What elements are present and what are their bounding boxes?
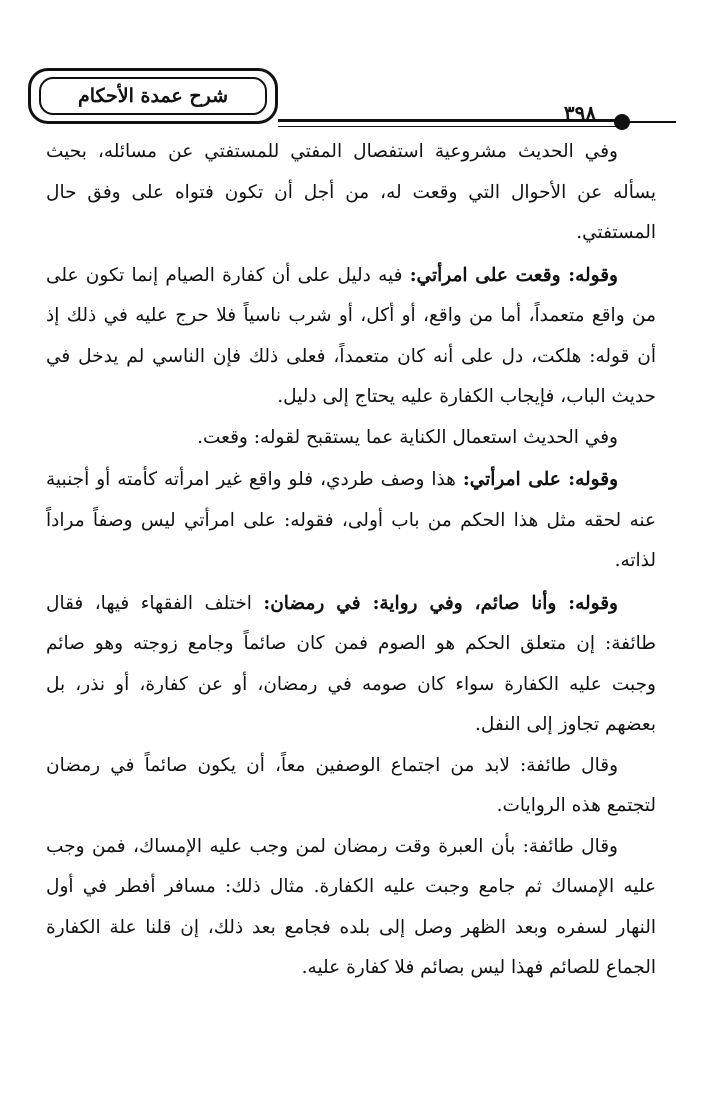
header-rule-thin bbox=[278, 126, 620, 127]
paragraph-3: وفي الحديث استعمال الكناية عما يستقبح لقوله: وقعت. bbox=[197, 426, 618, 448]
paragraph-6: وقال طائفة: لابد من اجتماع الوصفين معاً، أن يكون صائماً في رمضان لتجتمع هذه الروايات. bbox=[46, 754, 656, 816]
header-ornament-line bbox=[628, 121, 676, 123]
paragraph-4: وقوله: على امرأتي: هذا وصف طردي، فلو واقع غير امرأته كأمته أو أجنبية عنه لحقه مثل هذا الحكم من باب أولى، فقوله: على امرأتي ليس وصفاً مراداً لذاته. bbox=[46, 469, 656, 571]
running-header-title: شرح عمدة الأحكام bbox=[39, 77, 267, 115]
paragraph-5: وقوله: وأنا صائم، وفي رواية: في رمضان: اختلف الفقهاء فيها، فقال طائفة: إن متعلق الحكم هو الصوم فمن كان صائماً وجامع زوجته وهو صائم وجبت عليه الكفارة سواء كان صومه في رمضان، أو عن كفارة، أو نذر، بل بعضهم تجاوز إلى النفل. bbox=[46, 592, 656, 735]
paragraph-1: وفي الحديث مشروعية استفصال المفتي للمستفتي عن مسائله، بحيث يسأله عن الأحوال التي وقعت له، من أجل أن تكون فتواه على وفق حال المستفتي. bbox=[46, 141, 656, 243]
paragraph-2: وقوله: وقعت على امرأتي: فيه دليل على أن كفارة الصيام إنما تكون على من واقع متعمداً، أما من واقع، أو أكل، أو شرب ناسياً فلا حرج عليه في ذلك إذ أن قوله: هلكت، دل على أنه كان متعمداً، فعلى ذلك فإن الناسي لم يدخل في حديث الباب، فإيجاب الكفارة عليه يحتاج إلى دليل. bbox=[46, 264, 656, 407]
body-text bbox=[46, 132, 656, 989]
running-header-frame bbox=[28, 68, 278, 124]
page-number: ٣٩٨ bbox=[563, 101, 597, 125]
paragraph-7: وقال طائفة: بأن العبرة وقت رمضان لمن وجب عليه الإمساك، فمن وجب عليه الإمساك ثم جامع وجبت عليه الكفارة. مثال ذلك: مسافر أفطر في أول النهار لسفره وبعد الظهر وصل إلى بلده فجامع بعد ذلك، إن قلنا علة الكفارة الجماع للصائم فهذا ليس بصائم فلا كفارة عليه. bbox=[46, 835, 656, 978]
